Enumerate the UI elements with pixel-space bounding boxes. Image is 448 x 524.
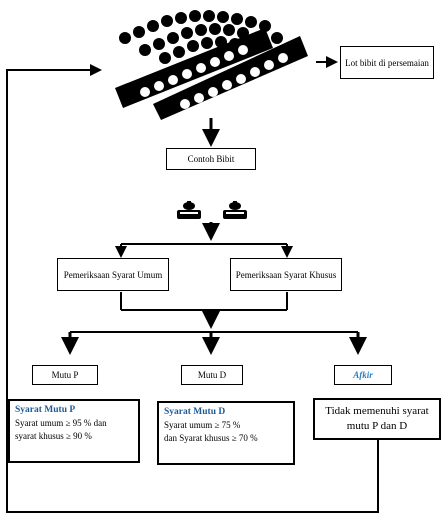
seedling-tray-icon <box>175 198 250 222</box>
mutu-p-box <box>32 365 98 385</box>
afkir-requirement-text: Tidak memenuhi syarat mutu P dan D <box>325 405 429 432</box>
contoh-bibit-box <box>166 148 256 170</box>
mutu-d-label: Mutu D <box>197 370 227 380</box>
syarat-mutu-p-title: Syarat Mutu P <box>15 405 76 415</box>
contoh-bibit-label: Contoh Bibit <box>187 154 235 164</box>
syarat-mutu-p-box <box>8 399 140 463</box>
afkir-label: Afkir <box>353 370 373 380</box>
lot-bibit-box <box>340 46 434 79</box>
mutu-d-box <box>181 365 243 385</box>
lot-bibit-label: Lot bibit di persemaian <box>345 57 429 68</box>
syarat-mutu-p-line2: syarat khusus ≥ 90 % <box>15 431 92 441</box>
pemeriksaan-khusus-box <box>230 258 342 291</box>
pemeriksaan-umum-box <box>57 258 169 291</box>
nursery-bed-icon <box>105 8 310 120</box>
afkir-box <box>334 365 392 385</box>
mutu-p-label: Mutu P <box>51 370 79 380</box>
afkir-requirement-box <box>313 398 441 440</box>
syarat-mutu-d-line1: Syarat umum ≥ 75 % <box>164 420 241 430</box>
syarat-mutu-d-title: Syarat Mutu D <box>164 407 226 417</box>
syarat-mutu-d-box <box>157 401 295 465</box>
pemeriksaan-umum-label: Pemeriksaan Syarat Umum <box>63 269 163 280</box>
pemeriksaan-khusus-label: Pemeriksaan Syarat Khusus <box>235 269 337 280</box>
syarat-mutu-p-line1: Syarat umum ≥ 95 % dan <box>15 418 107 428</box>
syarat-mutu-d-line2: dan Syarat khusus ≥ 70 % <box>164 433 258 443</box>
